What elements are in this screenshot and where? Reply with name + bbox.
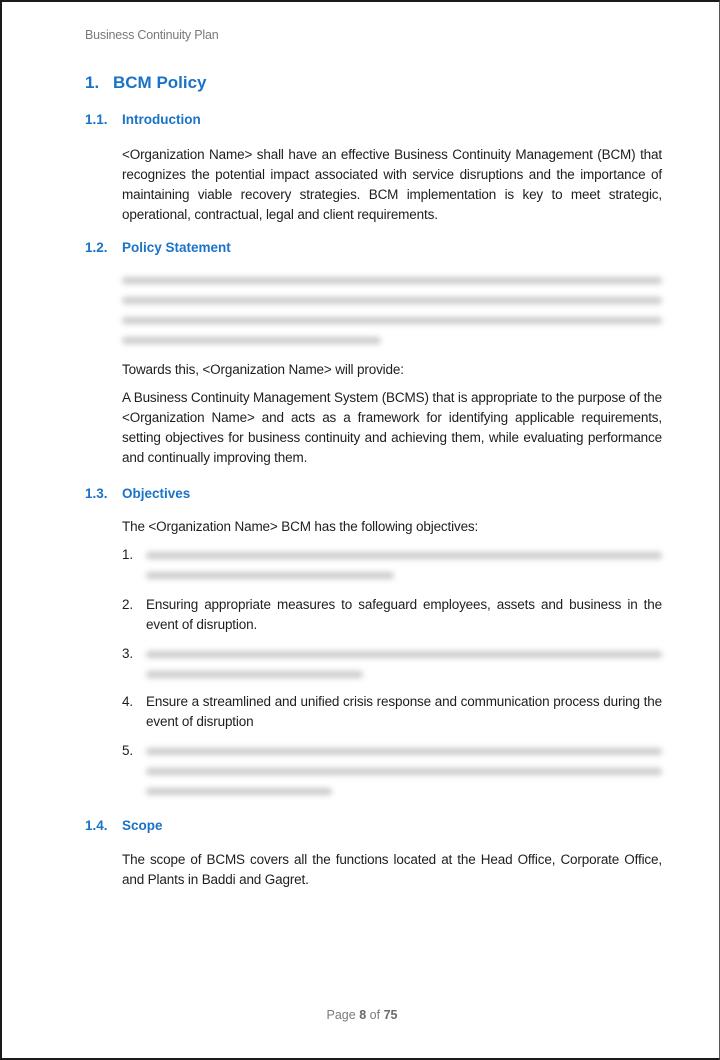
- section-heading: [85, 73, 207, 93]
- introduction-paragraph: <Organization Name> shall have an effective Business Continuity Management (BCM) that recognizes the potential impact associated with service disruptions and the importance of maintaining viable recovery strategies. BCM implementation is key to meet strategic, operational, contractual, legal and client requirements.: [122, 147, 662, 222]
- subsection-title: Scope: [122, 818, 163, 833]
- bcms-paragraph: A Business Continuity Management System (BCMS) that is appropriate to the purpose of the <Organization Name> and acts as a framework for identifying applicable requirements, setting objectives for business continuity and achieving them, while evaluating performance and continually improving them.: [122, 390, 662, 465]
- current-page-number: 8: [359, 1008, 367, 1022]
- list-marker: 4.: [122, 694, 133, 709]
- objective-item-3: [122, 644, 662, 691]
- policy-intro-paragraph: Towards this, <Organization Name> will provide:: [122, 362, 404, 377]
- objective-item-2: [122, 595, 662, 635]
- footer-separator: of: [369, 1008, 381, 1022]
- section-title: BCM Policy: [113, 73, 207, 92]
- list-marker: 2.: [122, 597, 133, 612]
- subsection-number: 1.2.: [85, 240, 108, 255]
- footer-prefix: Page: [326, 1008, 356, 1022]
- objectives-intro: The <Organization Name> BCM has the following objectives:: [122, 519, 479, 534]
- total-page-count: 75: [383, 1008, 398, 1022]
- objective-item-4: [122, 692, 662, 732]
- subsection-heading-policy-statement: [85, 240, 231, 255]
- blurred-objective-text: [146, 644, 662, 691]
- subsection-title: Policy Statement: [122, 240, 231, 255]
- subsection-title: Objectives: [122, 486, 191, 501]
- list-marker: 3.: [122, 646, 133, 661]
- subsection-heading-objectives: [85, 486, 190, 501]
- objective-item-5: [122, 741, 662, 808]
- scope-paragraph: The scope of BCMS covers all the functions located at the Head Office, Corporate Office, and Plants in Baddi and Gagret.: [122, 852, 662, 887]
- blurred-objective-text: [146, 545, 662, 592]
- subsection-number: 1.1.: [85, 112, 108, 127]
- blurred-policy-paragraph: [122, 277, 662, 357]
- objective-text: Ensuring appropriate measures to safeguard employees, assets and business in the event of disruption.: [146, 597, 662, 632]
- subsection-number: 1.4.: [85, 818, 108, 833]
- page-footer: [2, 1008, 720, 1022]
- section-number: 1.: [85, 73, 100, 92]
- objective-item-1: [122, 545, 662, 592]
- subsection-title: Introduction: [122, 112, 201, 127]
- list-marker: 1.: [122, 547, 133, 562]
- blurred-objective-text: [146, 741, 662, 808]
- subsection-heading-scope: [85, 818, 163, 833]
- subsection-heading-introduction: [85, 112, 201, 127]
- running-header: Business Continuity Plan: [85, 28, 219, 42]
- list-marker: 5.: [122, 743, 133, 758]
- objective-text: Ensure a streamlined and unified crisis response and communication process during the event of disruption: [146, 694, 662, 729]
- subsection-number: 1.3.: [85, 486, 108, 501]
